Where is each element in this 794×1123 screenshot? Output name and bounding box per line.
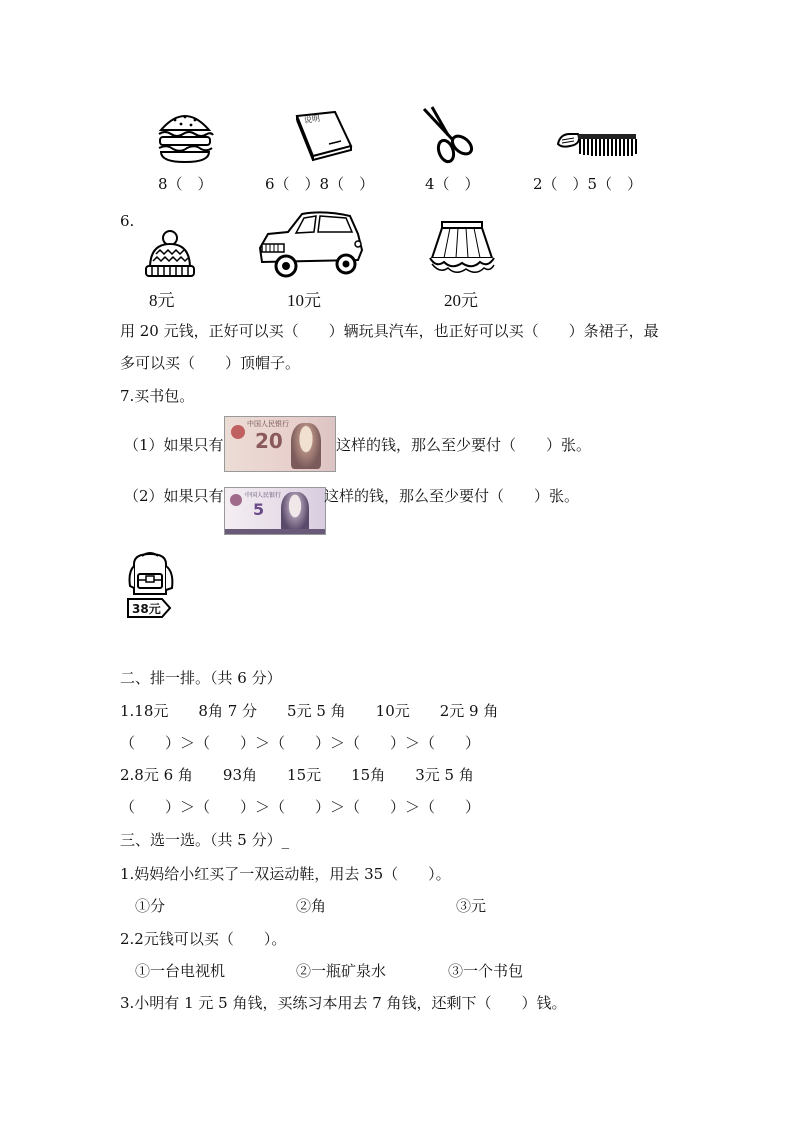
banknote-20-emblem <box>231 425 245 439</box>
book-cover-text: 说明 <box>303 113 321 126</box>
banknote-20-portrait <box>291 423 321 469</box>
section-2-q1-blanks: （ ）＞（ ）＞（ ）＞（ ）＞（ ） <box>120 734 481 752</box>
banknote-5-yuan <box>224 487 326 535</box>
scissors-answer: 4（ ） <box>425 175 480 193</box>
banknote-5-portrait <box>281 492 309 532</box>
section-3-q1-option-2: ②角 <box>296 897 327 915</box>
section-2-q2-blanks: （ ）＞（ ）＞（ ）＞（ ）＞（ ） <box>120 798 481 816</box>
section-3-q2: 2.2元钱可以买（ ）。 <box>120 930 287 948</box>
hat-icon <box>142 230 198 280</box>
car-icon <box>254 208 366 278</box>
comb-icon <box>556 130 640 160</box>
question-7-part2-suffix: 这样的钱，那么至少要付（ ）张。 <box>324 487 580 505</box>
section-3-q2-option-1: ①一台电视机 <box>135 962 226 980</box>
question-6-text-line1: 用 20 元钱，正好可以买（ ）辆玩具汽车，也正好可以买（ ）条裙子，最 <box>120 322 659 340</box>
banknote-5-emblem <box>230 494 242 506</box>
skirt-icon <box>426 218 498 278</box>
section-3-q1-option-3: ③元 <box>456 897 487 915</box>
banknote-5-header: 中国人民银行 <box>245 492 282 499</box>
skirt-price: 20元 <box>444 291 478 310</box>
banknote-5-bottom-strip <box>225 529 325 534</box>
hamburger-answer: 8（ ） <box>158 175 213 193</box>
section-3-q1: 1.妈妈给小红买了一双运动鞋，用去 35（ ）。 <box>120 865 451 883</box>
backpack-price-tag: 38元 <box>132 602 161 616</box>
section-3-q2-option-2: ②一瓶矿泉水 <box>296 962 387 980</box>
book-icon <box>293 110 355 160</box>
car-price: 10元 <box>287 291 321 310</box>
question-7-part1-suffix: 这样的钱，那么至少要付（ ）张。 <box>336 436 592 454</box>
section-3-q1-option-1: ①分 <box>135 897 166 915</box>
section-2-q1-items: 1.18元 8角 7 分 5元 5 角 10元 2元 9 角 <box>120 702 499 720</box>
section-3-q3: 3.小明有 1 元 5 角钱，买练习本用去 7 角钱，还剩下（ ）钱。 <box>120 994 567 1012</box>
section-2-q2-items: 2.8元 6 角 93角 15元 15角 3元 5 角 <box>120 766 474 784</box>
backpack-icon <box>124 552 176 596</box>
comb-answer: 2（ ）5（ ） <box>533 175 643 193</box>
section-2-title: 二、排一排。（共 6 分） <box>120 669 282 687</box>
banknote-20-yuan <box>224 416 336 472</box>
scissors-icon <box>418 105 472 165</box>
book-answer: 6（ ）8（ ） <box>265 175 375 193</box>
banknote-5-denomination: 5 <box>253 500 265 519</box>
banknote-20-denomination: 20 <box>255 429 283 453</box>
question-7-part1-prefix: （1）如果只有 <box>124 436 224 454</box>
banknote-20-header: 中国人民银行 <box>247 420 289 428</box>
section-3-q2-option-3: ③一个书包 <box>448 962 524 980</box>
question-7-part2-prefix: （2）如果只有 <box>124 487 224 505</box>
hamburger-icon <box>155 108 215 164</box>
question-6-text-line2: 多可以买（ ）顶帽子。 <box>120 354 301 372</box>
hat-price: 8元 <box>149 291 175 310</box>
question-6-number: 6. <box>120 212 135 230</box>
section-3-title: 三、选一选。（共 5 分）_ <box>120 831 290 849</box>
question-7-title: 7.买书包。 <box>120 387 195 405</box>
